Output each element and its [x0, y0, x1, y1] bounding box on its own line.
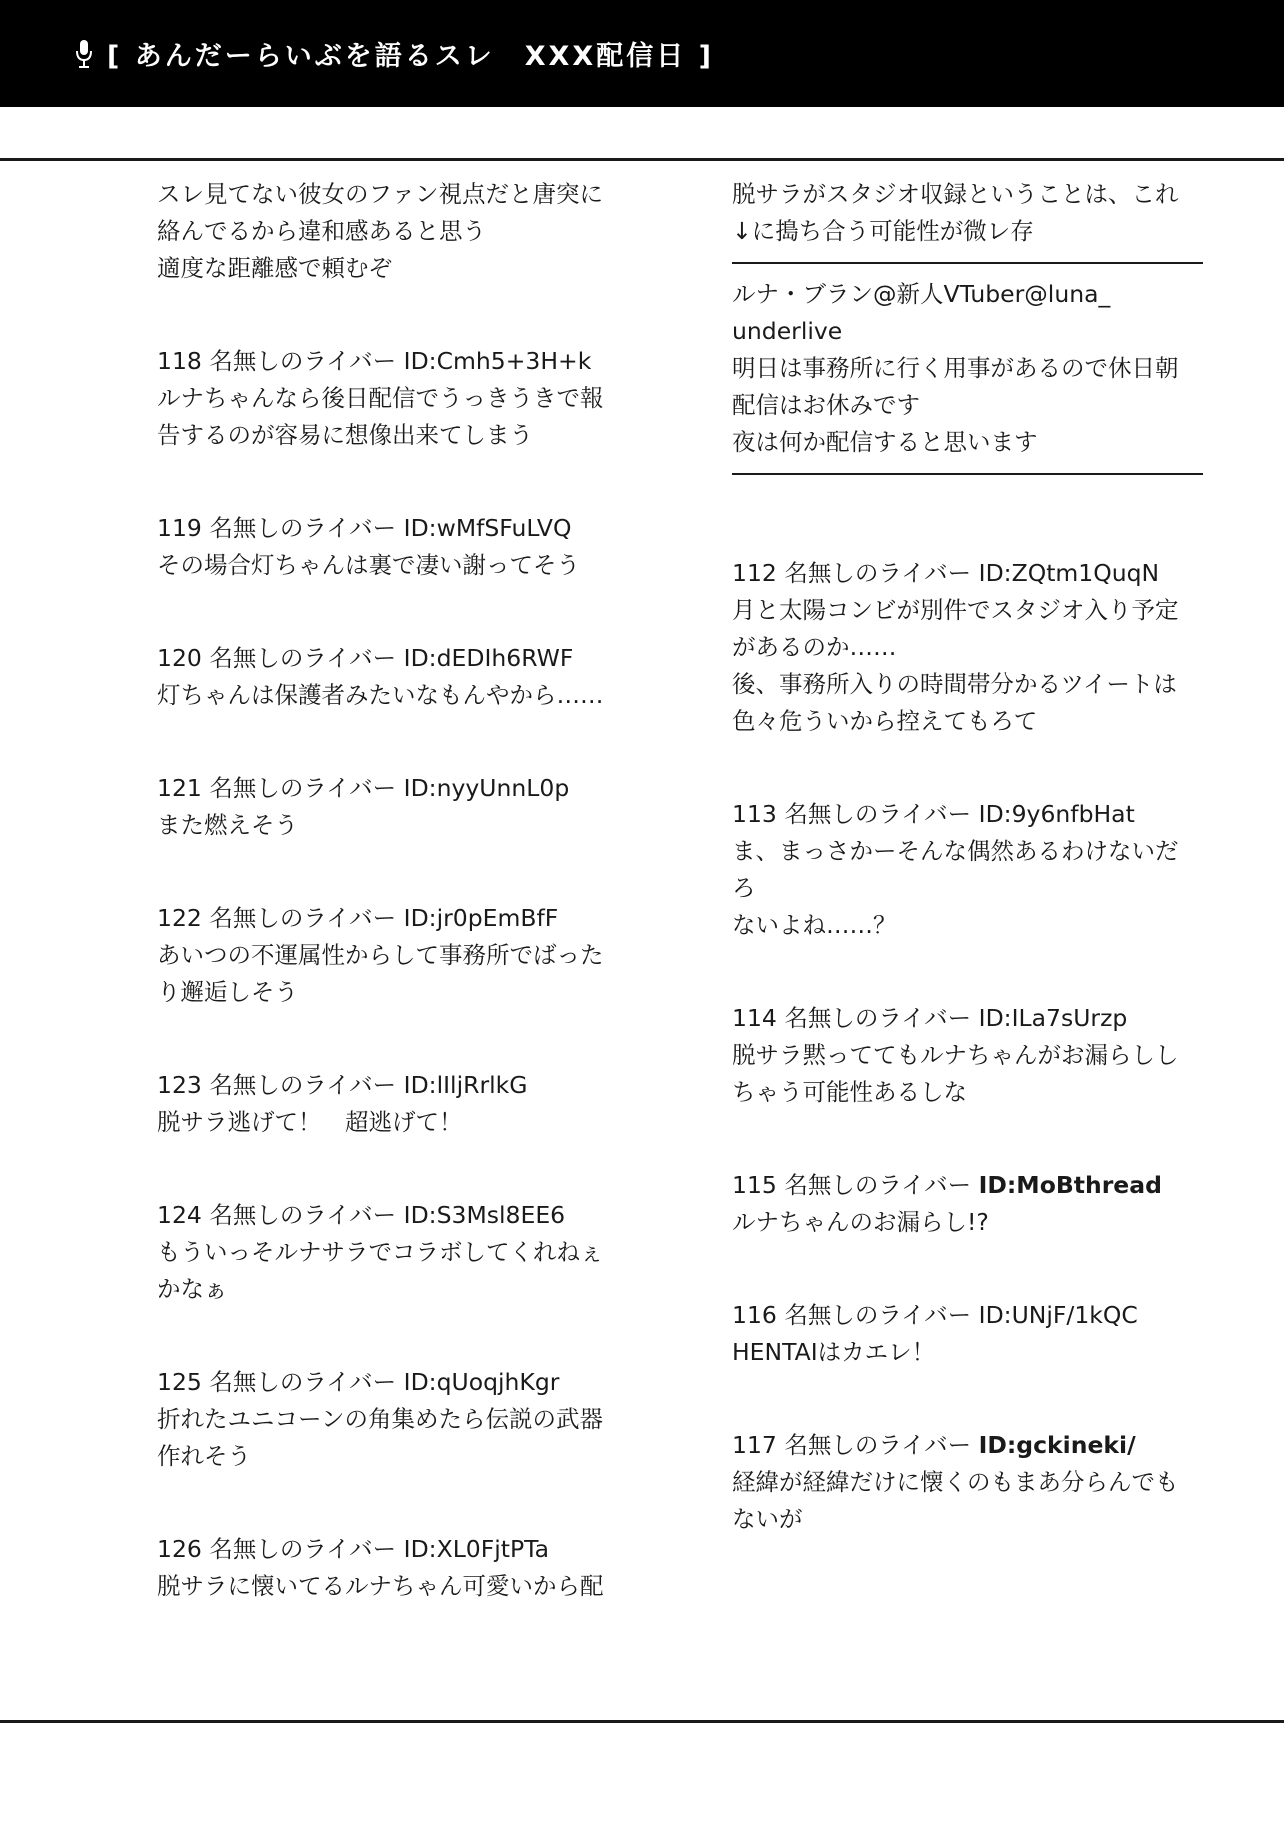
poster-name: 名無しのライバー	[209, 1201, 397, 1229]
thread-post	[157, 1197, 627, 1308]
thread-post	[732, 1167, 1212, 1241]
poster-id[interactable]: ID:MoBthread	[978, 1171, 1162, 1199]
poster-id[interactable]: ID:nyyUnnL0p	[403, 774, 570, 802]
post-text: ないよね……？	[732, 911, 897, 939]
post-number[interactable]: 112	[732, 559, 777, 587]
poster-name: 名無しのライバー	[784, 800, 972, 828]
post-text: 適度な距離感で頼むぞ	[157, 254, 392, 282]
right-column	[732, 176, 1212, 1594]
post-text: かなぁ	[157, 1275, 228, 1303]
poster-name: 名無しのライバー	[209, 514, 397, 542]
post-text: あいつの不運属性からして事務所でばった	[157, 941, 604, 969]
post-text: ないが	[732, 1505, 803, 1533]
post-number[interactable]: 113	[732, 800, 777, 828]
post-text: ルナちゃんのお漏らし!?	[732, 1208, 989, 1236]
post-header	[732, 555, 1212, 592]
quote-divider-top	[732, 262, 1203, 264]
post-text: 脱サラ逃げて！ 超逃げて！	[157, 1108, 463, 1136]
post-text: また燃えそう	[157, 811, 298, 839]
intro-post-right	[732, 176, 1212, 250]
intro-post-left	[157, 176, 627, 287]
thread-post	[157, 1364, 627, 1475]
poster-id[interactable]: ID:XL0FjtPTa	[403, 1535, 550, 1563]
post-text: があるのか……	[732, 633, 897, 661]
quote-divider-bottom	[732, 473, 1203, 475]
tweet-text: 夜は何か配信すると思います	[732, 428, 1038, 456]
poster-name: 名無しのライバー	[209, 347, 397, 375]
post-header	[157, 1197, 627, 1234]
post-text: 脱サラ黙っててもルナちゃんがお漏らしし	[732, 1041, 1179, 1069]
thread-post	[157, 510, 627, 584]
post-text: ま、まっさかーそんな偶然あるわけないだ	[732, 837, 1179, 865]
post-text: ろ	[732, 874, 756, 902]
post-header	[157, 1531, 627, 1568]
poster-name: 名無しのライバー	[209, 1071, 397, 1099]
post-number[interactable]: 121	[157, 774, 202, 802]
post-header	[157, 770, 627, 807]
post-header	[732, 1427, 1212, 1464]
post-header	[157, 1067, 627, 1104]
post-header	[732, 1297, 1212, 1334]
post-number[interactable]: 124	[157, 1201, 202, 1229]
tweet-author: underlive	[732, 317, 843, 345]
post-text: 経緯が経緯だけに懐くのもまあ分らんでも	[732, 1468, 1179, 1496]
poster-id[interactable]: ID:Cmh5+3H+k	[403, 347, 592, 375]
post-text: 灯ちゃんは保護者みたいなもんやから……	[157, 681, 604, 709]
post-text: ルナちゃんなら後日配信でうっきうきで報	[157, 384, 604, 412]
poster-id[interactable]: ID:dEDIh6RWF	[403, 644, 574, 672]
post-number[interactable]: 125	[157, 1368, 202, 1396]
poster-id[interactable]: ID:ZQtm1QuqN	[978, 559, 1160, 587]
poster-id[interactable]: ID:qUoqjhKgr	[403, 1368, 560, 1396]
post-text: 月と太陽コンビが別件でスタジオ入り予定	[732, 596, 1179, 624]
post-number[interactable]: 114	[732, 1004, 777, 1032]
post-header	[157, 1364, 627, 1401]
post-text: 作れそう	[157, 1442, 251, 1470]
tweet-text: 配信はお休みです	[732, 391, 920, 419]
thread-post	[157, 343, 627, 454]
post-text: 後、事務所入りの時間帯分かるツイートは	[732, 670, 1177, 698]
post-number[interactable]: 123	[157, 1071, 202, 1099]
poster-id[interactable]: ID:S3Msl8EE6	[403, 1201, 566, 1229]
thread-post	[157, 640, 627, 714]
post-number[interactable]: 118	[157, 347, 202, 375]
post-header	[157, 900, 627, 937]
thread-post	[157, 1531, 627, 1605]
thread-title: [ あんだーらいぶを語るスレ XXX配信日 ]	[107, 41, 714, 72]
post-number[interactable]: 116	[732, 1301, 777, 1329]
post-number[interactable]: 120	[157, 644, 202, 672]
post-header	[732, 1167, 1212, 1204]
thread-post	[732, 1000, 1212, 1111]
poster-name: 名無しのライバー	[784, 1301, 972, 1329]
post-text: ちゃう可能性あるしな	[732, 1078, 967, 1106]
post-header	[157, 510, 627, 547]
tweet-text: 明日は事務所に行く用事があるので休日朝	[732, 354, 1179, 382]
poster-id[interactable]: ID:lIljRrlkG	[403, 1071, 528, 1099]
thread-post	[732, 1297, 1212, 1371]
poster-name: 名無しのライバー	[784, 1004, 972, 1032]
thread-post	[732, 555, 1212, 740]
post-text: 脱サラに懐いてるルナちゃん可愛いから配	[157, 1572, 604, 1600]
thread-post	[157, 900, 627, 1011]
poster-id[interactable]: ID:gckineki/	[978, 1431, 1136, 1459]
post-header	[157, 343, 627, 380]
post-number[interactable]: 122	[157, 904, 202, 932]
post-text: HENTAIはカエレ！	[732, 1338, 936, 1366]
post-number[interactable]: 119	[157, 514, 202, 542]
post-text: スレ見てない彼女のファン視点だと唐突に	[157, 180, 604, 208]
poster-id[interactable]: ID:9y6nfbHat	[978, 800, 1135, 828]
poster-id[interactable]: ID:ILa7sUrzp	[978, 1004, 1128, 1032]
poster-name: 名無しのライバー	[784, 1431, 972, 1459]
post-number[interactable]: 126	[157, 1535, 202, 1563]
post-text: り邂逅しそう	[157, 978, 298, 1006]
poster-id[interactable]: ID:UNjF/1kQC	[978, 1301, 1138, 1329]
poster-name: 名無しのライバー	[209, 904, 397, 932]
poster-name: 名無しのライバー	[209, 774, 397, 802]
post-text: 折れたユニコーンの角集めたら伝説の武器	[157, 1405, 604, 1433]
post-text: 絡んでるから違和感あると思う	[157, 217, 486, 245]
poster-id[interactable]: ID:wMfSFuLVQ	[403, 514, 572, 542]
post-text: 脱サラがスタジオ収録ということは、これ	[732, 180, 1179, 208]
tweet-author: ルナ・ブラン@新人VTuber@luna_	[732, 280, 1111, 308]
post-text: 告するのが容易に想像出来てしまう	[157, 421, 533, 449]
poster-name: 名無しのライバー	[209, 644, 397, 672]
left-column	[157, 176, 627, 1661]
poster-name: 名無しのライバー	[784, 1171, 972, 1199]
poster-id[interactable]: ID:jr0pEmBfF	[403, 904, 559, 932]
post-header	[157, 640, 627, 677]
microphone-icon	[75, 39, 93, 69]
poster-name: 名無しのライバー	[209, 1535, 397, 1563]
quoted-tweet	[732, 276, 1212, 461]
poster-name: 名無しのライバー	[209, 1368, 397, 1396]
post-header	[732, 796, 1212, 833]
thread-post	[732, 1427, 1212, 1538]
thread-header	[0, 0, 1284, 107]
thread-post	[157, 770, 627, 844]
post-number[interactable]: 117	[732, 1431, 777, 1459]
post-text: もういっそルナサラでコラボしてくれねぇ	[157, 1238, 604, 1266]
post-text: 色々危ういから控えてもろて	[732, 707, 1038, 735]
post-header	[732, 1000, 1212, 1037]
post-text: ↓に搗ち合う可能性が微レ存	[732, 217, 1034, 245]
post-number[interactable]: 115	[732, 1171, 777, 1199]
poster-name: 名無しのライバー	[784, 559, 972, 587]
thread-post	[157, 1067, 627, 1141]
post-text: その場合灯ちゃんは裏で凄い謝ってそう	[157, 551, 580, 579]
thread-post	[732, 796, 1212, 944]
